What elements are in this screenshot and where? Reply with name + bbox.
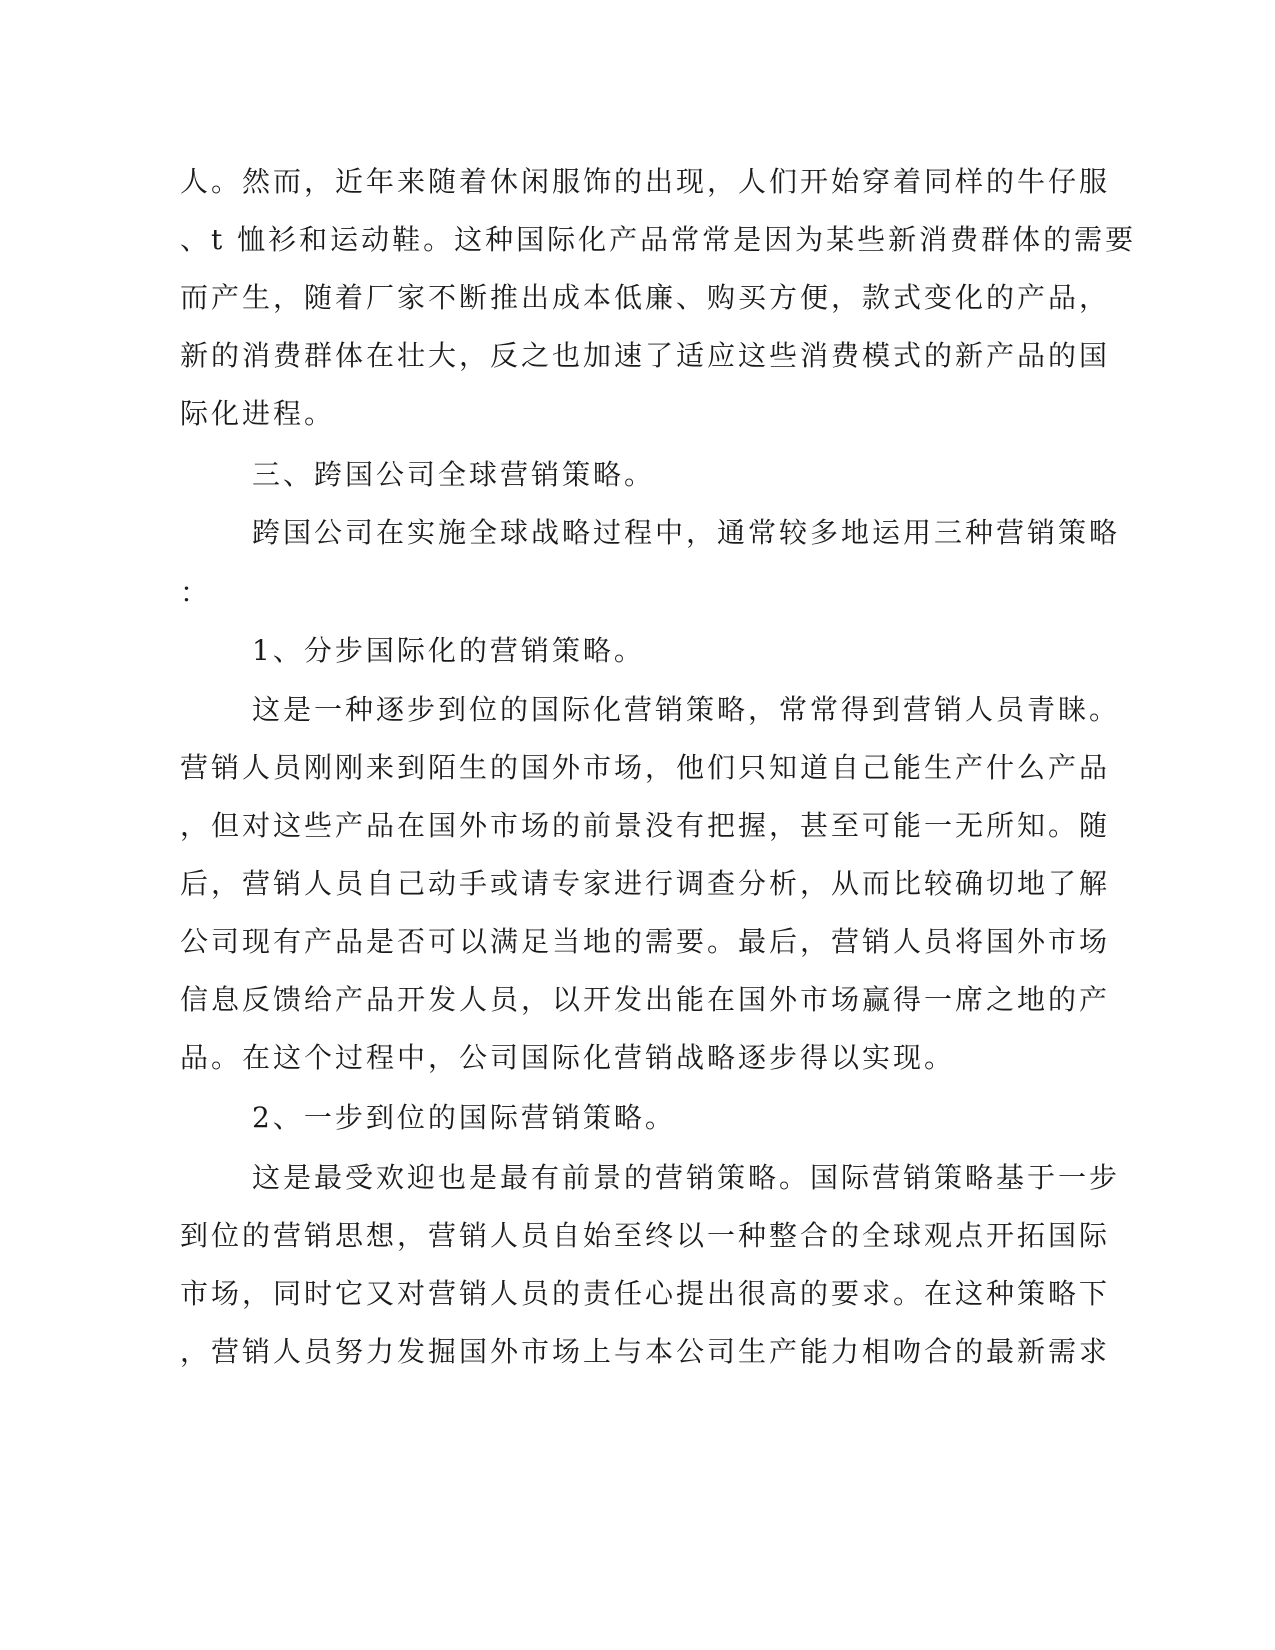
- text-line: 营销人员刚刚来到陌生的国外市场，他们只知道自己能生产什么产品: [180, 751, 1111, 784]
- text-line: 信息反馈给产品开发人员，以开发出能在国外市场赢得一席之地的产: [180, 983, 1111, 1016]
- text-line: 际化进程。: [180, 397, 336, 430]
- text-line: 新的消费群体在壮大，反之也加速了适应这些消费模式的新产品的国: [180, 339, 1111, 372]
- text-line: 后，营销人员自己动手或请专家进行调查分析，从而比较确切地了解: [180, 867, 1111, 900]
- subsection-heading: 1、分步国际化的营销策略。: [252, 634, 645, 667]
- text-line: ，但对这些产品在国外市场的前景没有把握，甚至可能一无所知。随: [180, 809, 1111, 842]
- text-line: 跨国公司在实施全球战略过程中，通常较多地运用三种营销策略: [252, 516, 1121, 549]
- subsection-heading: 2、一步到位的国际营销策略。: [252, 1101, 676, 1134]
- text-line: 到位的营销思想，营销人员自始至终以一种整合的全球观点开拓国际: [180, 1219, 1111, 1252]
- text-line: ：: [180, 576, 212, 609]
- section-heading: 三、跨国公司全球营销策略。: [252, 458, 656, 491]
- text-line: 这是一种逐步到位的国际化营销策略，常常得到营销人员青睐。: [252, 693, 1121, 726]
- text-line: 而产生，随着厂家不断推出成本低廉、购买方便，款式变化的产品，: [180, 281, 1111, 314]
- text-line: 品。在这个过程中，公司国际化营销战略逐步得以实现。: [180, 1041, 956, 1074]
- text-line: 人。然而，近年来随着休闲服饰的出现，人们开始穿着同样的牛仔服: [180, 165, 1111, 198]
- text-line: 这是最受欢迎也是最有前景的营销策略。国际营销策略基于一步: [252, 1161, 1121, 1194]
- text-line: ，营销人员努力发掘国外市场上与本公司生产能力相吻合的最新需求: [180, 1335, 1111, 1368]
- text-line: 市场，同时它又对营销人员的责任心提出很高的要求。在这种策略下: [180, 1277, 1111, 1310]
- text-line: 公司现有产品是否可以满足当地的需要。最后，营销人员将国外市场: [180, 925, 1111, 958]
- text-line: 、t 恤衫和运动鞋。这种国际化产品常常是因为某些新消费群体的需要: [180, 223, 1137, 256]
